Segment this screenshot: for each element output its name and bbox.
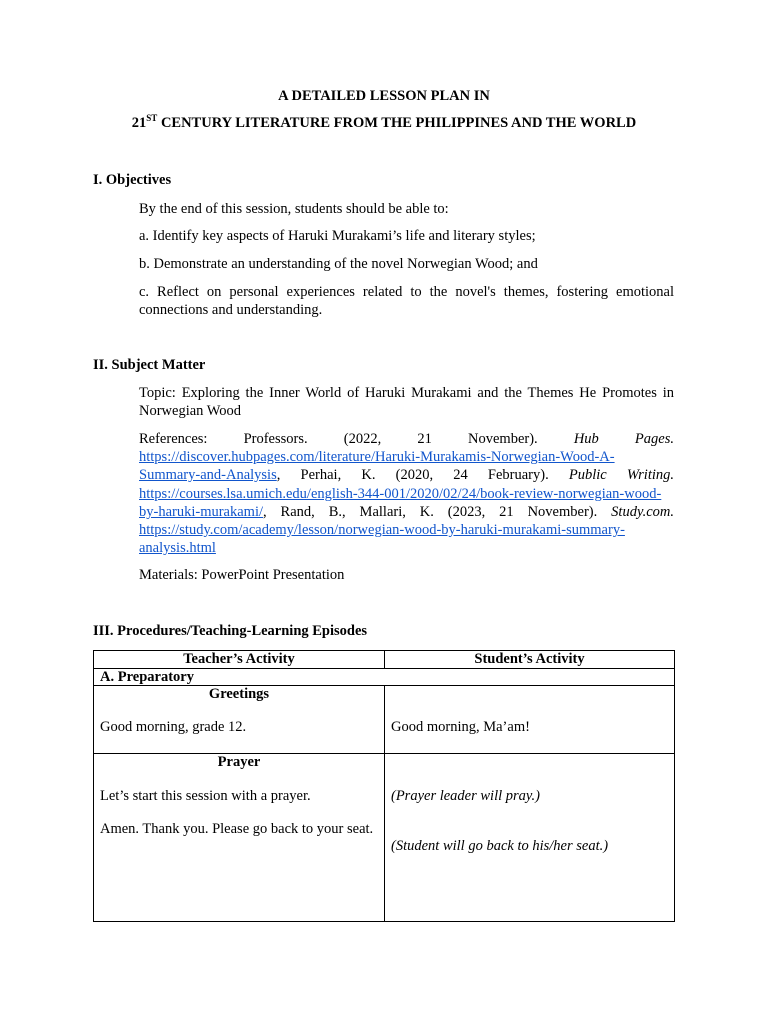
objective-item-c: c. Reflect on personal experiences related to the novel's themes, fostering emotional connections and understanding.	[139, 284, 674, 318]
greetings-student-text: Good morning, Ma’am!	[391, 719, 530, 735]
preparatory-row	[94, 669, 675, 686]
prayer-student-text-1: (Prayer leader will pray.)	[391, 788, 541, 804]
prayer-student-text-2: (Student will go back to his/her seat.)	[391, 838, 609, 854]
ref3-source: Study.com.	[611, 503, 674, 520]
title-number: 21	[131, 115, 147, 131]
procedures-heading: III. Procedures/Teaching-Learning Episodes	[93, 623, 368, 639]
prayer-row	[94, 754, 675, 922]
subject-matter-heading: II. Subject Matter	[93, 357, 206, 373]
references-paragraph	[139, 430, 674, 557]
greetings-teacher-text: Good morning, grade 12.	[100, 719, 247, 735]
title-rest: CENTURY LITERATURE FROM THE PHILIPPINES AND THE WORLD	[157, 115, 637, 131]
objectives-heading: I. Objectives	[93, 172, 172, 188]
prayer-title: Prayer	[217, 754, 261, 770]
references-label: References: Professors. (2022, 21 November).	[139, 431, 574, 447]
greetings-student-cell	[385, 686, 675, 754]
prayer-student-cell	[385, 754, 675, 922]
title-superscript: ST	[146, 113, 158, 124]
student-activity-header: Student’s Activity	[385, 651, 675, 669]
ref2-link[interactable]: https://courses.lsa.umich.edu/english-344-001/2020/02/24/book-review-norwegian-wood-by-haruki-murakami/	[139, 485, 662, 520]
greetings-row	[94, 686, 675, 754]
prayer-teacher-text-2: Amen. Thank you. Please go back to your seat.	[100, 821, 374, 837]
prayer-teacher-cell	[94, 754, 385, 922]
ref1-link[interactable]: https://discover.hubpages.com/literature/Haruki-Murakamis-Norwegian-Wood-A-Summary-and-Analysis	[139, 449, 615, 484]
ref3-prefix: , Rand, B., Mallari, K. (2023, 21 November).	[263, 503, 612, 520]
procedures-table	[93, 650, 675, 922]
ref2-prefix: , Perhai, K. (2020, 24 February).	[276, 467, 569, 484]
ref1-source: Hub Pages.	[573, 431, 674, 447]
objective-item-b: b. Demonstrate an understanding of the novel Norwegian Wood; and	[139, 256, 538, 272]
greetings-teacher-cell	[94, 686, 385, 754]
document-title-line1: A DETAILED LESSON PLAN IN	[278, 88, 490, 104]
objectives-intro: By the end of this session, students should be able to:	[139, 201, 449, 217]
prayer-teacher-text-1: Let’s start this session with a prayer.	[100, 788, 311, 804]
materials-text: Materials: PowerPoint Presentation	[139, 567, 345, 583]
ref3-link[interactable]: https://study.com/academy/lesson/norwegian-wood-by-haruki-murakami-summary-analysis.html	[139, 522, 625, 557]
preparatory-label: A. Preparatory	[94, 669, 675, 686]
topic-text: Topic: Exploring the Inner World of Haruki Murakami and the Themes He Promotes in Norwegian Wood	[139, 385, 674, 419]
ref2-source: Public Writing.	[568, 467, 675, 484]
greetings-title: Greetings	[208, 686, 270, 702]
objective-item-a: a. Identify key aspects of Haruki Murakami’s life and literary styles;	[139, 228, 536, 244]
teacher-activity-header: Teacher’s Activity	[94, 651, 385, 669]
document-title-line2	[0, 115, 768, 132]
table-header-row	[94, 651, 675, 669]
